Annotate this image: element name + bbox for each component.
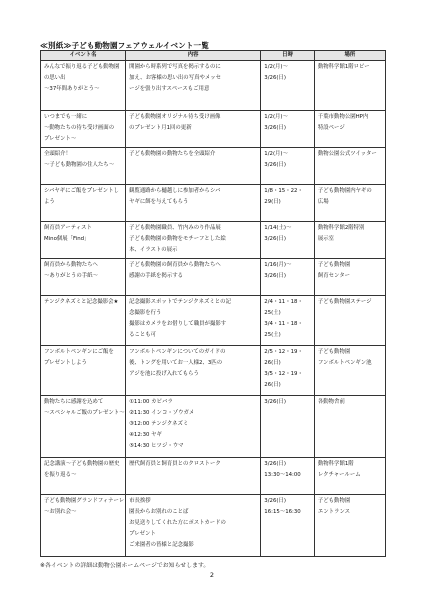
- place-cell-line: 動物科学館2階特別: [317, 225, 365, 231]
- place-cell-line: 広場: [317, 199, 329, 205]
- date-cell-line: 25(土): [264, 310, 281, 316]
- place-cell-line: 飼育センター: [317, 273, 351, 279]
- place-cell-line: レクチャールーム: [317, 472, 361, 478]
- table-row: [41, 458, 386, 495]
- place-cell-line: 動物公園公式ツイッター: [317, 151, 377, 157]
- date-cell-line: 3/26(日): [264, 273, 286, 279]
- content-cell-line: 後、トングを用いてお一人様2、3匹の: [129, 360, 223, 366]
- date-cell-line: 26(日): [264, 382, 281, 388]
- date-cell-line: 26(日): [264, 360, 281, 366]
- table-row: [41, 148, 386, 185]
- event-name-cell: [41, 61, 126, 111]
- place-cell-line: 子ども動物園: [317, 498, 351, 504]
- date-cell-line: 3/26(日): [264, 498, 286, 504]
- content-cell-line: ご来園者の皆様と記念撮影: [129, 542, 194, 548]
- date-cell-line: 3/26(日): [264, 125, 286, 131]
- place-cell-line: 動物科学館1階: [317, 461, 354, 467]
- table-row: [41, 222, 386, 259]
- content-cell-line: 撮影はカメラをお借りして職員が撮影す: [129, 321, 227, 327]
- date-cell-line: 1/16(月)～: [264, 262, 292, 268]
- content-cell-line: 加え、お客様の思い出の写真やメッセ: [129, 75, 222, 81]
- footnote: ※各イベントの詳細は動物公園ホームページでお知らせします。: [40, 563, 210, 569]
- content-cell-line: プレゼント: [129, 531, 156, 537]
- date-cell-line: 29(日): [264, 199, 281, 205]
- place-cell: [314, 259, 385, 296]
- content-cell: [126, 185, 261, 222]
- content-cell: [126, 259, 261, 296]
- content-cell: [126, 495, 261, 557]
- table-header-row: [41, 51, 386, 61]
- table-row: [41, 185, 386, 222]
- event-name-cell: [41, 259, 126, 296]
- content-cell: [126, 346, 261, 396]
- content-cell-line: ②11:30 インコ・ゾウガメ: [129, 410, 195, 416]
- place-cell: [314, 185, 385, 222]
- column-header-content: 内容: [126, 51, 261, 61]
- table-row: [41, 495, 386, 557]
- event-name-cell-line: プレゼント～: [44, 136, 77, 142]
- event-name-cell: [41, 495, 126, 557]
- event-name-cell-line: 飼育員アーティスト: [44, 225, 92, 231]
- place-cell-line: 各動物舎前: [317, 399, 345, 405]
- content-cell-line: アジを池に投げ入れてもらう: [129, 371, 199, 377]
- content-cell-line: お見送りしてくれた方にポストカードの: [129, 520, 226, 526]
- date-cell: [261, 111, 315, 148]
- content-cell: [126, 148, 261, 185]
- table-row: [41, 61, 386, 111]
- table-row: [41, 346, 386, 396]
- page-title: ≪別紙≫子ども動物園フェアウェルイベント一覧: [40, 41, 209, 50]
- content-cell-line: 開園から時系列で写真を掲示するのに: [129, 64, 221, 70]
- date-cell-line: 3/26(日): [264, 236, 286, 242]
- date-cell-line: 3/26(日): [264, 75, 286, 81]
- content-cell-line: 念撮影を行う: [129, 310, 162, 316]
- place-cell: [314, 148, 385, 185]
- date-cell: [261, 346, 315, 396]
- event-name-cell-line: ～子ども動物園の住人たち～: [44, 162, 115, 168]
- date-cell-line: 16:15～16:30: [264, 509, 301, 515]
- event-name-cell-line: ～動物たちの待ち受け画面の: [44, 125, 115, 131]
- event-name-cell: [41, 222, 126, 259]
- event-name-cell-line: 子ども動物園グランドフィナーレ: [44, 498, 125, 504]
- place-cell: [314, 61, 385, 111]
- event-name-cell-line: ～ありがとうの手紙～: [44, 273, 98, 279]
- event-name-cell-line: ～スペシャルご飯のプレゼント～: [44, 410, 125, 416]
- date-cell-line: 2/4・11・18・: [264, 299, 303, 305]
- date-cell-line: 3/4・11・18・: [264, 321, 303, 327]
- event-name-cell-line: フンボルトペンギンにご飯を: [44, 349, 114, 355]
- table-row: [41, 259, 386, 296]
- content-cell-line: 記念撮影スポットでテンジクネズミとの記: [129, 299, 231, 305]
- date-cell: [261, 495, 315, 557]
- content-cell: [126, 222, 261, 259]
- table-row: [41, 111, 386, 148]
- place-cell: [314, 222, 385, 259]
- place-cell-line: 特設ページ: [317, 125, 345, 131]
- date-cell-line: 1/2(月)～: [264, 64, 288, 70]
- date-cell-line: 3/26(日): [264, 461, 286, 467]
- date-cell-line: 3/26(日): [264, 162, 286, 168]
- event-name-cell-line: Mino個展「Find」: [44, 236, 90, 242]
- event-name-cell: [41, 185, 126, 222]
- event-name-cell: [41, 148, 126, 185]
- event-name-cell-line: 記念講演～子ども動物園の歴史: [44, 461, 120, 467]
- content-cell: [126, 458, 261, 495]
- event-name-cell-line: 動物たちに感謝を込めて: [44, 399, 104, 405]
- date-cell-line: 1/8・15・22・: [264, 188, 303, 194]
- place-cell-line: エントランス: [317, 509, 351, 515]
- content-cell-line: 本、イラストの展示: [129, 247, 178, 253]
- place-cell-line: 子ども動物園ステージ: [317, 299, 372, 305]
- date-cell-line: 25(土): [264, 332, 281, 338]
- table-row: [41, 296, 386, 346]
- event-name-cell-line: よう: [44, 199, 55, 205]
- content-cell-line: 子ども動物園職員、竹内みのり作品展: [129, 225, 221, 231]
- place-cell-line: 子ども動物園内ヤギの: [317, 188, 372, 194]
- content-cell-line: 子ども動物園の飼育員から動物たちへ: [129, 262, 221, 268]
- event-name-cell-line: ～37年間ありがとう～: [44, 86, 100, 92]
- place-cell-line: 千葉市動物公園HP内: [317, 114, 369, 120]
- content-cell-line: 市長挨拶: [129, 498, 151, 504]
- date-cell: [261, 396, 315, 458]
- table-row: [41, 396, 386, 458]
- date-cell: [261, 296, 315, 346]
- place-cell-line: 子ども動物園: [317, 262, 351, 268]
- column-header-place: 場所: [314, 51, 385, 61]
- date-cell: [261, 259, 315, 296]
- page-number: 2: [209, 571, 215, 579]
- place-cell-line: 展示室: [317, 236, 335, 242]
- event-name-cell-line: シバヤギにご飯をプレゼントし: [44, 188, 119, 194]
- content-cell-line: ③12:00 テンジクネズミ: [129, 421, 189, 427]
- column-header-date: 日時: [261, 51, 315, 61]
- content-cell-line: ージを張り出すスペースもご用意: [129, 86, 210, 92]
- content-cell-line: ④12:30 ヤギ: [129, 432, 162, 438]
- date-cell-line: 3/5・12・19・: [264, 371, 303, 377]
- content-cell-line: ヤギに餌を与えてもらう: [129, 199, 189, 205]
- place-cell-line: フンボルトペンギン池: [317, 360, 372, 366]
- event-name-cell-line: 飼育員から動物たちへ: [44, 262, 98, 268]
- content-cell-line: 子ども動物園オリジナル待ち受け画像: [129, 114, 221, 120]
- date-cell: [261, 185, 315, 222]
- event-name-cell-line: テンジクネズミと記念撮影会★: [44, 299, 119, 305]
- date-cell: [261, 61, 315, 111]
- date-cell-line: 1/2(月)～: [264, 114, 288, 120]
- date-cell: [261, 148, 315, 185]
- event-name-cell: [41, 396, 126, 458]
- content-cell-line: ることも可: [129, 332, 157, 338]
- event-name-cell: [41, 111, 126, 148]
- content-cell-line: 観覧通路から樋越しに参加者からシバ: [129, 188, 221, 194]
- content-cell-line: 子ども動物園の動物たちを全頭紹介: [129, 151, 216, 157]
- content-cell: [126, 61, 261, 111]
- event-name-cell-line: いつまでも一緒に: [44, 114, 88, 120]
- date-cell: [261, 458, 315, 495]
- content-cell: [126, 396, 261, 458]
- event-name-cell-line: の思い出: [44, 75, 66, 81]
- place-cell-line: 子ども動物園: [317, 349, 351, 355]
- content-cell-line: 子ども動物園の動物をモチーフとした絵: [129, 236, 226, 242]
- date-cell: [261, 222, 315, 259]
- place-cell-line: 動物科学館1階ロビー: [317, 64, 370, 70]
- content-cell-line: フンボルトペンギンについてのガイドの: [129, 349, 226, 355]
- content-cell-line: 感謝の手紙を掲示する: [129, 273, 183, 279]
- place-cell: [314, 111, 385, 148]
- column-header-event-name: イベント名: [41, 51, 126, 61]
- content-cell-line: 歴代飼育員と飼育員とのクロストーク: [129, 461, 221, 467]
- content-cell: [126, 111, 261, 148]
- place-cell: [314, 396, 385, 458]
- place-cell: [314, 346, 385, 396]
- place-cell: [314, 296, 385, 346]
- event-name-cell-line: プレゼントしよう: [44, 360, 87, 366]
- date-cell-line: 13:30～14:00: [264, 472, 301, 478]
- place-cell: [314, 458, 385, 495]
- date-cell-line: 2/5・12・19・: [264, 349, 303, 355]
- content-cell-line: 園長からお別れのことば: [129, 509, 189, 515]
- event-name-cell-line: を振り返る～: [44, 472, 77, 478]
- event-name-cell-line: みんなで振り返る子ども動物園: [44, 64, 120, 70]
- event-name-cell: [41, 458, 126, 495]
- events-table: [40, 50, 386, 557]
- content-cell-line: ⑤14:30 ヒツジ・ウマ: [129, 443, 184, 449]
- event-name-cell: [41, 296, 126, 346]
- event-name-cell-line: ～お別れ会～: [44, 509, 77, 515]
- date-cell-line: 1/14(土)～: [264, 225, 292, 231]
- date-cell-line: 3/26(日): [264, 399, 286, 405]
- place-cell: [314, 495, 385, 557]
- date-cell-line: 1/2(月)～: [264, 151, 288, 157]
- content-cell-line: ①11:00 カピバラ: [129, 399, 173, 405]
- content-cell-line: のプレゼント月1回の更新: [129, 125, 192, 131]
- event-name-cell: [41, 346, 126, 396]
- event-name-cell-line: 全頭紹介！: [44, 151, 71, 157]
- content-cell: [126, 296, 261, 346]
